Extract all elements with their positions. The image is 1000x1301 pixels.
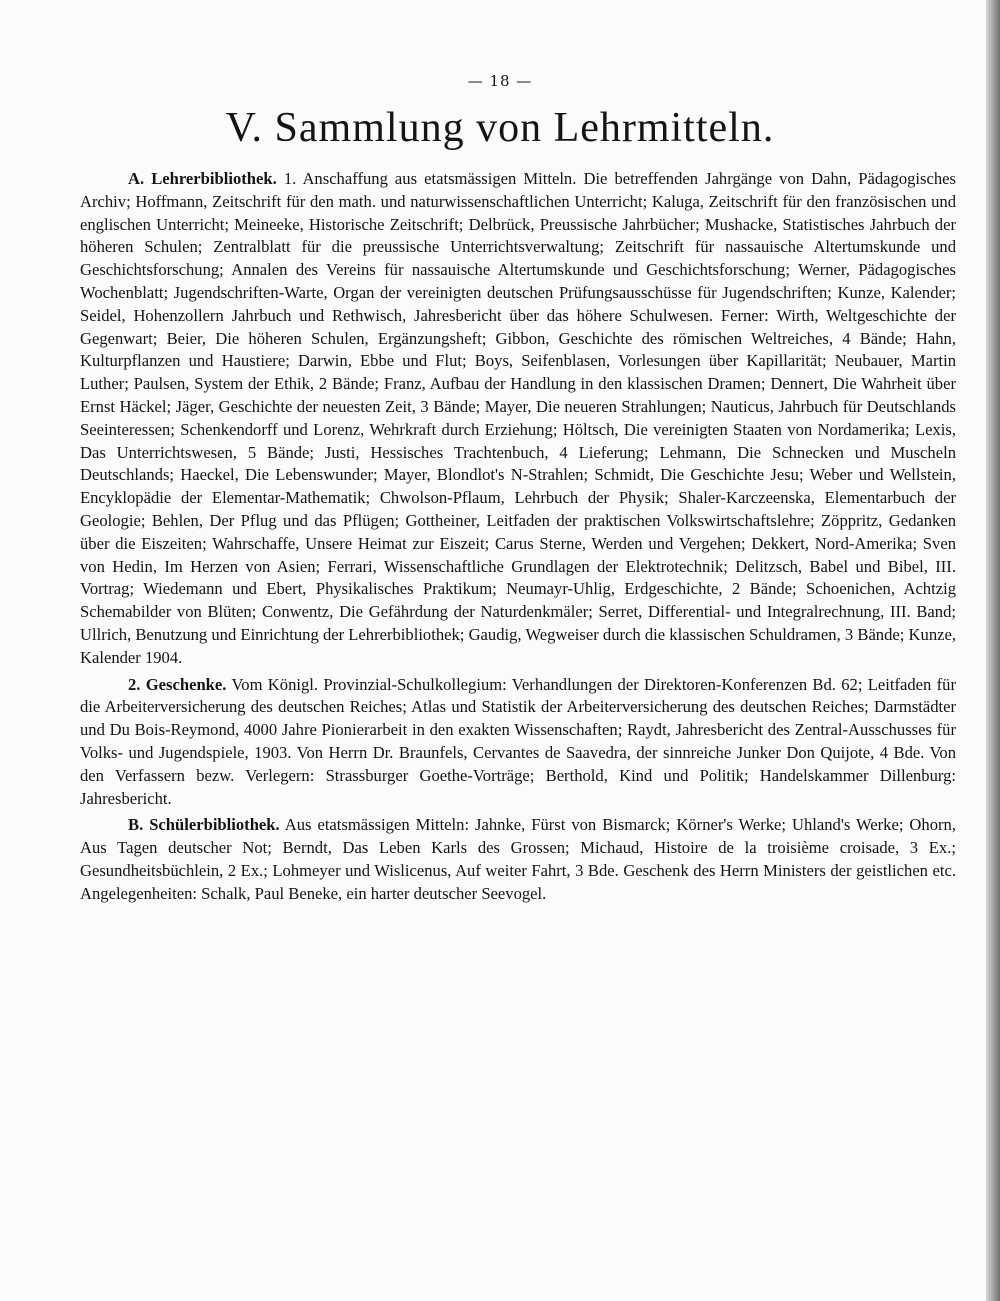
section-b-label: B. Schülerbibliothek. xyxy=(128,815,280,835)
section-a-item2-label: 2. Geschenke. xyxy=(128,674,227,694)
page-number: — 18 — xyxy=(467,72,533,90)
section-a-item1-text: Anschaffung aus etatsmässigen Mitteln. Die betreffenden Jahrgänge von Dahn, Pädagogisches Archiv; Hoffmann, Zeitschrift für den math. und naturwissenschaftlichen Unterricht; Kaluga, Zeitschrift für den französischen und englischen Unterricht; Meineeke, Historische Zeitschrift; Delbrück, Preussische Jahrbücher; Mushacke, Statistisches Jahrbuch der höheren Schulen; Zentralblatt für die preussische Unterrichtsverwaltung; Zeitschrift für nassauische Altertumskunde und Geschichtsforschung; Annalen des Vereins für nassauische Altertumskunde und Geschichtsforschung; Werner, Pädagogisches Wochenblatt; Jugendschriften-Warte, Organ der vereinigten deutschen Prüfungsausschüsse für Jugendschriften; Kunze, Kalender; Seidel, Hohenzollern Jahrbuch und Rethwisch, Jahresbericht über das höhere Schulwesen. Ferner: Wirth, Weltgeschichte der Gegenwart; Beier, Die höheren Schulen, Ergänzungsheft; Gibbon, Geschichte des römischen Weltreiches, 4 Bände; Hahn, Kulturpflanzen und Haustiere; Darwin, Ebbe und Flut; Boys, Seifenblasen, Vorlesungen über Kapillarität; Neubauer, Martin Luther; Paulsen, System der Ethik, 2 Bände; Franz, Aufbau der Handlung in den klassischen Dramen; Dennert, Die Wahrheit über Ernst Häckel; Jäger, Geschichte der neuesten Zeit, 3 Bände; Mayer, Die neueren Strahlungen; Nauticus, Jahrbuch für Deutschlands Seeinteressen; Schenkendorff und Lorenz, Wehrkraft durch Erziehung; Höltsch, Die vereinigten Staaten von Nordamerika; Lexis, Das Unterrichtswesen, 5 Bände; Justi, Hessisches Trachtenbuch, 4 Lieferung; Lehmann, Die Schnecken und Muscheln Deutschlands; Haeckel, Die Lebenswunder; Mayer, Blondlot's N-Strahlen; Schmidt, Die Geschichte Jesu; Weber und Wellstein, Encyklopädie der Elementar-Mathematik; Chwolson-Pflaum, Lehrbuch der Physik; Shaler-Karczeenska, Elementarbuch der Geologie; Behlen, Der Pflug und das Pflügen; Gottheiner, Leitfaden der praktischen Volkswirtschaftslehre; Zöppritz, Gedanken über die Eiszeiten; Wahrschaffe, Unsere Heimat zur Eiszeit; Carus Sterne, Werden und Vergehen; Dekkert, Nord-Amerika; Sven von Hedin, Im Herzen von Asien; Ferrari, Wissenschaftliche Grundlagen der Elektrotechnik; Delitzsch, Babel und Bibel, III. Vortrag; Wiedemann und Ebert, Physikalisches Praktikum; Neumayr-Uhlig, Erdgeschichte, 2 Bände; Schoenichen, Achtzig Schemabilder von Blüten; Conwentz, Die Gefährdung der Naturdenkmäler; Serret, Differential- und Integralrechnung, III. Band; Ullrich, Benutzung und Einrichtung der Lehrerbibliothek; Gaudig, Wegweiser durch die klassischen Schuldramen, 3 Bände; Kunze, Kalender 1904. xyxy=(80,169,956,667)
section-b-paragraph xyxy=(80,814,956,905)
section-a-paragraph xyxy=(80,168,956,670)
section-b-text: Aus etatsmässigen Mitteln: Jahnke, Fürst von Bismarck; Körner's Werke; Uhland's Werke; Ohorn, Aus Tagen deutscher Not; Berndt, Das Leben Karls des Grossen; Michaud, Histoire de la troisième croisade, 3 Ex.; Gesundheitsbüchlein, 2 Ex.; Lohmeyer und Wislicenus, Auf weiter Fahrt, 3 Bde. Geschenk des Herrn Ministers der geistlichen etc. Angelegenheiten: Schalk, Paul Beneke, ein harter deutscher Seevogel. xyxy=(80,815,956,903)
section-a-item1-label: 1. xyxy=(283,169,297,188)
section-a-item2-text: Vom Königl. Provinzial-Schulkollegium: Verhandlungen der Direktoren-Konferenzen Bd. 62; Leitfaden für die Arbeiterversicherung des deutschen Reiches; Atlas und Statistik der Arbeiterversicherung des deutschen Reiches; Darmstädter und Du Bois-Reymond, 4000 Jahre Pionierarbeit in den exakten Wissenschaften; Raydt, Jahresbericht des Zentral-Ausschusses für Volks- und Jugendspiele, 1903. Von Herrn Dr. Braunfels, Cervantes de Saavedra, der sinnreiche Junker Don Quijote, 4 Bde. Von den Verfassern bezw. Verlegern: Strassburger Goethe-Vorträge; Berthold, Kind und Politik; Handelskammer Dillenburg: Jahresbericht. xyxy=(80,674,956,808)
page-title: V. Sammlung von Lehrmitteln. xyxy=(225,105,775,151)
document-body xyxy=(80,168,956,906)
scan-edge-shadow xyxy=(986,0,1000,1301)
section-a-item2-paragraph xyxy=(80,674,956,811)
section-a-label: A. Lehrerbibliothek. xyxy=(128,169,277,188)
